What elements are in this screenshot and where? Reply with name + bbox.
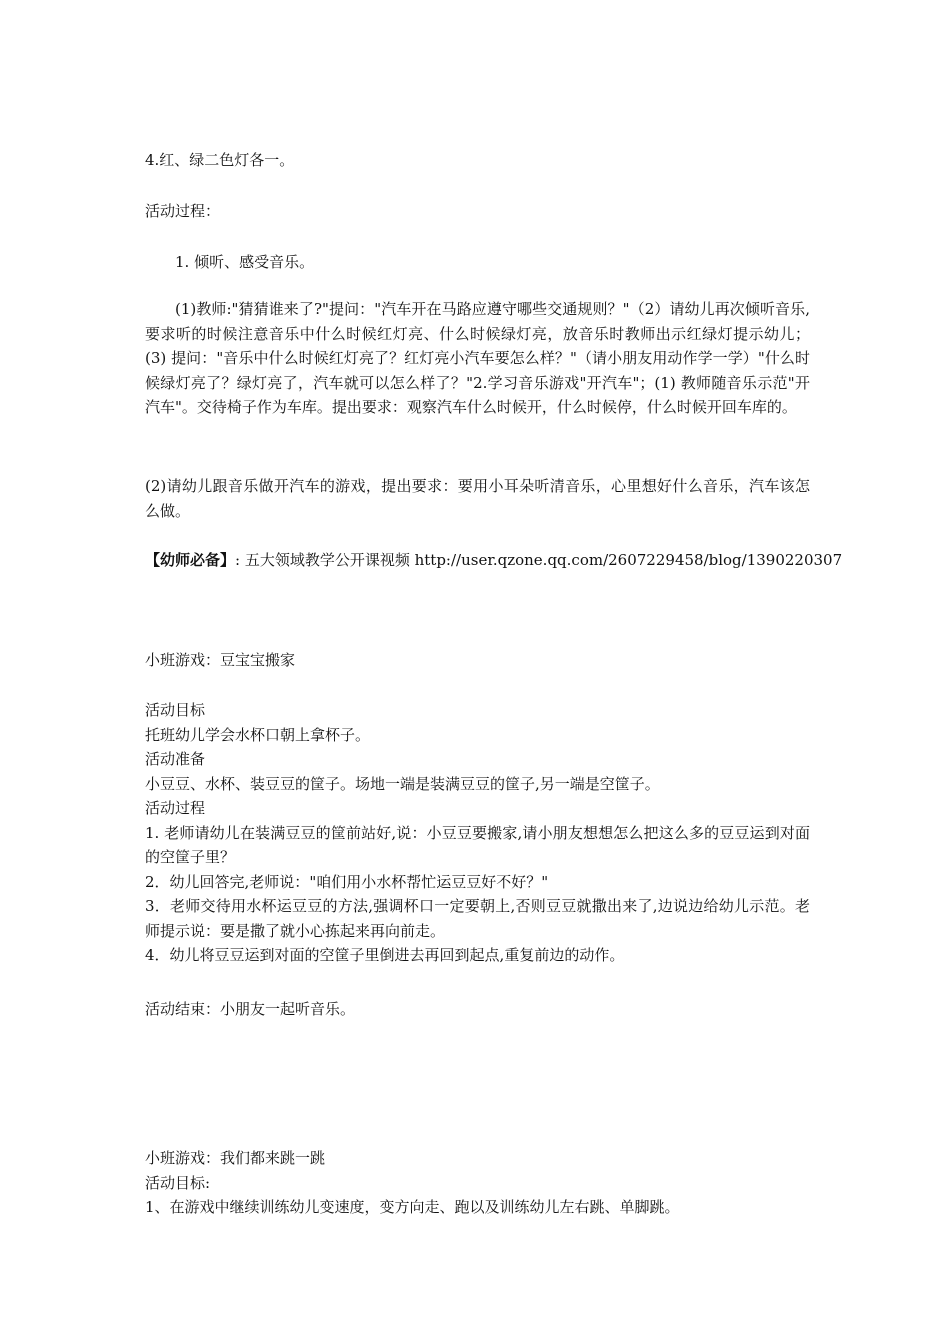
game1-title: 小班游戏：豆宝宝搬家	[145, 651, 296, 669]
game1-goal-heading: 活动目标	[145, 701, 206, 719]
game1-prep: 小豆豆、水杯、装豆豆的筐子。场地一端是装满豆豆的筐子,另一端是空筐子。	[145, 774, 660, 793]
process-heading: 活动过程：	[145, 202, 221, 220]
game1-step-4: 4．幼儿将豆豆运到对面的空筐子里倒进去再回到起点,重复前边的动作。	[145, 946, 625, 964]
material-item-4: 4.红、绿二色灯各一。	[145, 151, 295, 169]
step-1: 1. 倾听、感受音乐。	[175, 253, 315, 271]
step-2-paragraph: (2)请幼儿跟音乐做开汽车的游戏，提出要求：要用小耳朵听清音乐，心里想好什么音乐，汽车该怎么做。	[145, 477, 810, 520]
game1-prep-heading: 活动准备	[145, 750, 206, 768]
promo-line	[145, 548, 843, 573]
game2-title: 小班游戏：我们都来跳一跳	[145, 1149, 326, 1167]
game2-goal-heading: 活动目标:	[145, 1173, 211, 1192]
game1-process-heading: 活动过程	[145, 799, 206, 817]
game1-goal: 托班幼儿学会水杯口朝上拿杯子。	[145, 725, 371, 744]
promo-label: 【幼师必备】	[145, 551, 236, 569]
game1-step-1: 1. 老师请幼儿在装满豆豆的筐前站好,说：小豆豆要搬家,请小朋友想想怎么把这么多的豆豆运到对面的空筐子里？	[145, 823, 810, 866]
game2-body	[145, 1146, 810, 1220]
game1-step-3: 3．老师交待用水杯运豆豆的方法,强调杯口一定要朝上,否则豆豆就撒出来了,边说边给幼儿示范。老师提示说：要是撒了就小心拣起来再向前走。	[145, 897, 810, 940]
game2-goal-1: 1、在游戏中继续训练幼儿变速度，变方向走、跑以及训练幼儿左右跳、单脚跳。	[145, 1198, 680, 1216]
promo-text: : 五大领域教学公开课视频 http://user.qzone.qq.com/2607229458/blog/1390220307	[235, 551, 843, 569]
game1-step-2: 2．幼儿回答完,老师说："咱们用小水杯帮忙运豆豆好不好？"	[145, 872, 549, 891]
game1-ending: 活动结束：小朋友一起听音乐。	[145, 1000, 356, 1018]
game1-body	[145, 698, 810, 968]
step-1-detail-paragraph: (1)教师:"猜猜谁来了?"提问："汽车开在马路应遵守哪些交通规则？"（2）请幼儿再次倾听音乐,要求听的时候注意音乐中什么时候红灯亮、什么时候绿灯亮，放音乐时教师出示红绿灯提示幼儿；(3) 提问："音乐中什么时候红灯亮了？红灯亮小汽车要怎么样？"（请小朋友用动作学一学）"什么时候绿灯亮了？绿灯亮了，汽车就可以怎么样了？"2.学习音乐游戏"开汽车"；(1) 教师随音乐示范"开汽车"。交待椅子作为车库。提出要求：观察汽车什么时候开，什么时候停，什么时候开回车库的。	[145, 300, 810, 416]
